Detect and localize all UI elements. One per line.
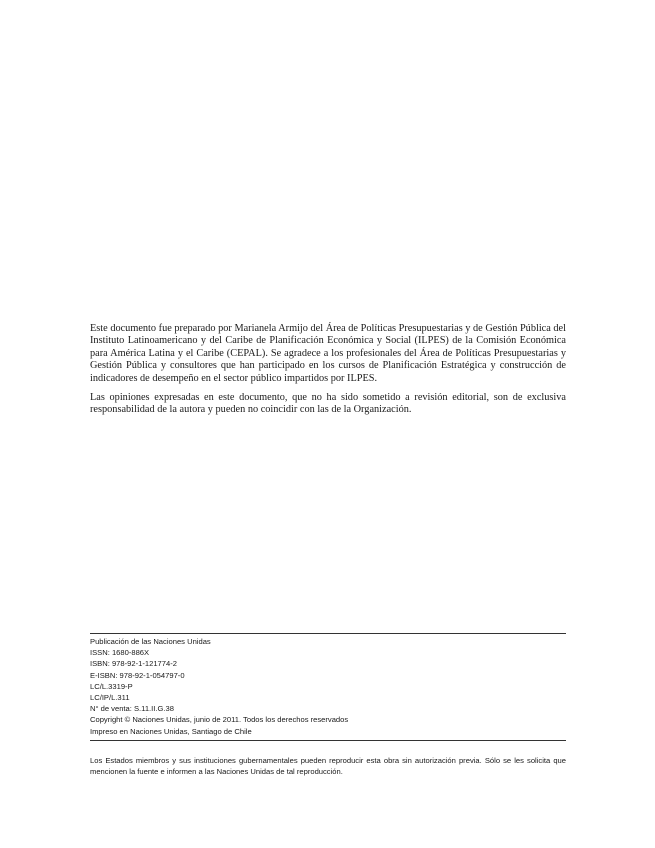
sales-number-line: N° de venta: S.11.II.G.38 [90, 704, 174, 714]
ilpes-symbol-line: LC/IP/L.311 [90, 693, 130, 703]
printed-line: Impreso en Naciones Unidas, Santiago de Chile [90, 726, 252, 736]
copyright-line: Copyright © Naciones Unidas, junio de 2011. Todos los derechos reservados [90, 715, 349, 725]
isbn-line: ISBN: 978-92-1-121774-2 [90, 659, 177, 669]
issn-line: ISSN: 1680-886X [90, 648, 150, 658]
symbol-line: LC/L.3319-P [90, 681, 133, 691]
disclaimer-paragraph: Las opiniones expresadas en este documento, que no ha sido sometido a revisión editorial, son de exclusiva responsabilidad de la autora y pueden no coincidir con las de la Organización. [90, 391, 566, 415]
reproduction-notice: Los Estados miembros y sus instituciones gubernamentales pueden reproducir esta obra sin autorización previa. Sólo se les solicita que mencionen la fuente e informen a las Naciones Unidas de tal reproducción. [90, 756, 566, 776]
eisbn-line: E-ISBN: 978-92-1-054797-0 [90, 670, 185, 680]
publication-info-block [90, 633, 566, 741]
authorship-paragraph: Este documento fue preparado por Marianela Armijo del Área de Políticas Presupuestarias y de Gestión Pública del Instituto Latinoamericano y del Caribe de Planificación Económica y Social (ILPES) de la Comisión Económica para América Latina y el Caribe (CEPAL). Se agradece a los profesionales del Área de Políticas Presupuestarias y Gestión Pública y consultores que han participado en los cursos de Planificación Estratégica y construcción de indicadores de desempeño en el sector público impartidos por ILPES. [90, 323, 566, 384]
publisher-line: Publicación de las Naciones Unidas [90, 637, 211, 646]
credits-section [90, 323, 566, 423]
